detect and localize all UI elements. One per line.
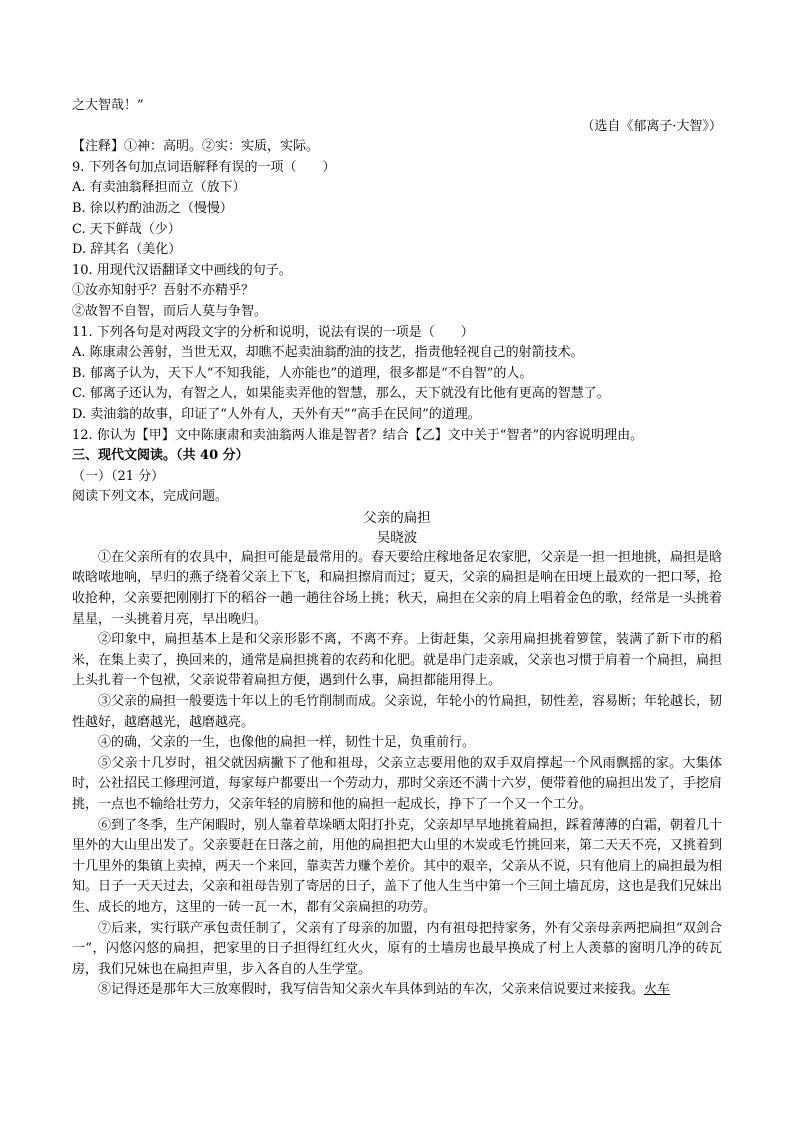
question-9-option-d: D. 辞其名（美化）	[72, 242, 182, 258]
question-10-item-2: ②故智不自智，而后人莫与争智。	[72, 303, 268, 319]
question-11-option-a: A. 陈康肃公善射，当世无双，却瞧不起卖油翁酌油的技艺，指责他轻视自己的射箭技术。	[72, 345, 584, 361]
essay-author: 吴晓波	[376, 529, 418, 546]
annotation-note: 【注释】①神：高明。②实：实质，实际。	[72, 139, 320, 155]
essay-body	[72, 548, 722, 1001]
question-9-option-c: C. 天下鲜哉（少）	[72, 221, 181, 237]
passage-ending: 之大智哉！”	[72, 98, 144, 113]
essay-paragraph-3: ③父亲的扁担一般要选十年以上的毛竹削制而成。父亲说，年轮小的竹扁担，韧性差，容易断；年轮越长，韧性越好，越磨越光，越磨越亮。	[72, 694, 723, 730]
document-page	[72, 96, 722, 1001]
question-11-option-b: B. 郁离子认为，天下人“不知我能，人亦能也”的道理，很多都是“不自智”的人。	[72, 365, 533, 381]
essay-paragraph-4: ④的确，父亲的一生，也像他的扁担一样，韧性十足，负重前行。	[98, 735, 476, 751]
question-11-option-d: D. 卖油翁的故事，印证了“人外有人，天外有天”“高手在民间”的道理。	[72, 406, 481, 422]
essay-title: 父亲的扁担	[363, 509, 431, 526]
essay-paragraph-8-text: ⑧记得还是那年大三放寒假时，我写信告知父亲火车具体到站的车次，父亲来信说要过来接我。	[98, 982, 645, 998]
question-12-stem: 12. 你认为【甲】文中陈康肃和卖油翁两人谁是智者？结合【乙】文中关于“智者”的内容说明理由。	[72, 427, 644, 443]
reading-instruction: 阅读下列文本，完成问题。	[72, 489, 229, 505]
question-10-stem: 10. 用现代汉语翻译文中画线的句子。	[72, 262, 292, 278]
essay-paragraph-1: ①在父亲所有的农具中，扁担可能是最常用的。春天要给庄稼地备足农家肥，父亲是一担一担地挑，扁担是晗哝晗哝地响，早归的燕子绕着父亲上下飞，和扁担擦肩而过；夏天，父亲的扁担是响在田埂上最欢的一把口琴，抢收抢种，父亲要把刚刚打下的稻谷一趟一趟往谷场上挑；秋天，扁担在父亲的肩上唱着金色的歌，经常是一头挑着星星，一头挑着月亮，早出晚归。	[72, 549, 723, 627]
essay-paragraph-7: ⑦后来，实行联产承包责任制了，父亲有了母亲的加盟，内有祖母把持家务，外有父亲母亲两把扁担“双剑合一”，闪悠闪悠的扁担，把家里的日子担得红红火火，原有的土墙房也最早换成了村上人羡慕的窗明几净的砖瓦房，我们兄妹也在扁担声里，步入各自的人生学堂。	[72, 920, 722, 977]
question-9-option-b: B. 徐以杓酌油沥之（慢慢）	[72, 200, 233, 216]
essay-paragraph-5: ⑤父亲十几岁时，祖父就因病撇下了他和祖母，父亲立志要用他的双手双肩撑起一个风雨飘摇的家。大集体时，公社招民工修理河道，每家每户都要出一个劳动力，那时父亲还不满十六岁，便带着他的扁担出发了，手挖肩挑，一点也不输给壮劳力，父亲年轻的肩膀和他的扁担一起成长，挣下了一个又一个工分。	[72, 755, 723, 812]
essay-paragraph-6: ⑥到了冬季，生产闲暇时，别人靠着草垛晒太阳打扑克，父亲却早早地挑着扁担，踩着薄薄的白霜，朝着几十里外的大山里出发了。父亲要赶在日落之前，用他的扁担把大山里的木炭或毛竹挑回来，第二天天不亮，又挑着到十几里外的集镇上卖掉，两天一个来回，靠卖苦力赚个差价。其中的艰辛，父亲从不说，只有他肩上的扁担最为相知。日子一天天过去，父亲和祖母告别了寄居的日子，盖下了他人生当中第一个三间土墙瓦房，这也是我们兄妹出生、成长的地方，这里的一砖一瓦一木，都有父亲扁担的功劳。	[72, 817, 723, 915]
question-11-option-c: C. 郁离子还认为，有智之人，如果能卖弄他的智慧，那么，天下就没有比他有更高的智慧了。	[72, 386, 610, 402]
sub-heading: （一）（21 分）	[72, 468, 165, 484]
section-heading: 三、现代文阅读。（共 40 分）	[72, 448, 249, 464]
essay-paragraph-2: ②印象中，扁担基本上是和父亲形影不离，不离不弃。上街赶集，父亲用扁担挑着箩筐，装满了新下市的稻米，在集上卖了，换回来的，通常是扁担挑着的农药和化肥。就是串门走亲戚，父亲也习惯于肩着一个扁担，扁担上头扎着一个包袱，父亲说带着扁担方便，遇到什么事，扁担都能用得上。	[72, 632, 723, 689]
question-9-option-a: A. 有卖油翁释担而立（放下）	[72, 180, 246, 196]
question-11-stem: 11. 下列各句是对两段文字的分析和说明，说法有误的一项是（ ）	[72, 324, 474, 340]
question-10-item-1: ①汝亦知射乎？吾射不亦精乎？	[72, 283, 255, 299]
question-9-stem: 9. 下列各句加点词语解释有误的一项（ ）	[72, 159, 336, 175]
essay-paragraph-8	[72, 980, 722, 1001]
underlined-sentence-start: 火车	[644, 982, 671, 998]
source-note: （选自《郁离子·大智》）	[581, 118, 722, 134]
